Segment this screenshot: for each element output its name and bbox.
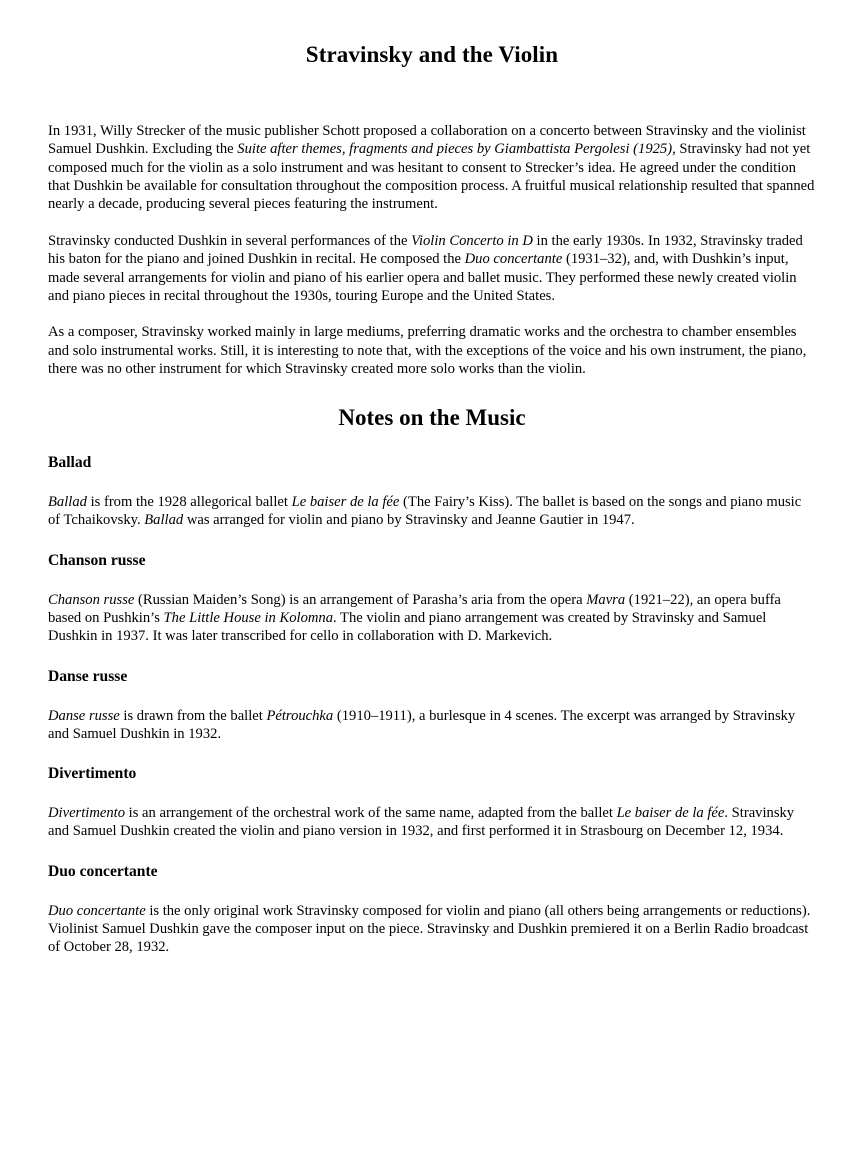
italic-title-run: The Little House in Kolomna [163, 610, 333, 626]
title-spacer [48, 70, 816, 122]
text-run: (The Fairy’s Kiss). The ballet is based on the songs and piano music of Tchaikovsky. [48, 494, 802, 529]
italic-title-run: Chanson russe [48, 591, 135, 608]
italic-title-run: Mavra [586, 591, 626, 608]
note-spacer [48, 646, 816, 668]
text-run: In 1931, Willy Strecker of the music publisher Schott proposed a collaboration on a concerto between Stravinsky and the violinist Samuel Dushkin. Excluding the [48, 122, 806, 158]
intro-paragraph-group [48, 122, 816, 379]
note-spacer [48, 432, 816, 454]
italic-title-run: Pétrouchka [266, 707, 334, 724]
document-content [48, 0, 816, 957]
note-heading-spacer [48, 571, 816, 591]
text-run: (1931–32), and, with Dushkin’s input, made several arrangements for violin and piano of his earlier opera and ballet music. They performed these newly created violin and piano pieces in recital throughout the 1930s, touring Europe and the United States. [48, 251, 797, 304]
note-heading: Duo concertante [48, 862, 158, 880]
italic-title-run: Divertimento [48, 805, 126, 822]
italic-title-run: Violin Concerto in D [411, 232, 533, 249]
italic-title-run: Le baiser de la fée [616, 805, 725, 822]
text-run: is the only original work Stravinsky composed for violin and piano (all others being arrangements or reductions). Violinist Samuel Dushkin gave the composer input on the piece. Stravinsky and Dushkin premiered it on a Berlin Radio broadcast of October 28, 1932. [48, 902, 811, 956]
text-run: . Stravinsky and Samuel Dushkin created the violin and piano version in 1932, and first performed it in Strasbourg on December 12, 1934. [48, 805, 795, 840]
note-heading: Ballad [48, 454, 92, 472]
italic-title-run: Le baiser de la fée [291, 494, 400, 511]
italic-title-run: Suite after themes, fragments and pieces by Giambattista Pergolesi (1925), [237, 141, 676, 158]
note-heading-spacer [48, 882, 816, 902]
intro-paragraph [48, 232, 816, 306]
text-run: Stravinsky had not yet composed much for the violin as a solo instrument and was hesitant to consent to Strecker’s idea. He agreed under the condition that Dushkin be available for consultation throughout the composition process. A fruitful musical relationship resulted that spanned nearly a decade, producing several pieces featuring the instrument. [48, 141, 815, 213]
note-spacer [48, 841, 816, 863]
note-spacer [48, 530, 816, 552]
intro-paragraph [48, 323, 816, 378]
note-paragraph [48, 591, 816, 646]
italic-title-run: Ballad [48, 494, 87, 511]
text-run: . The violin and piano arrangement was created by Stravinsky and Samuel Dushkin in 1937. It was later transcribed for cello in collaboration with D. Markevich. [48, 610, 767, 645]
italic-title-run: Ballad [144, 512, 184, 529]
note-spacer [48, 743, 816, 765]
paragraph-spacer [48, 214, 816, 232]
text-run: is from the 1928 allegorical ballet [86, 494, 292, 511]
notes-group [48, 432, 816, 956]
text-run: Stravinsky conducted Dushkin in several performances of the [48, 232, 412, 249]
text-run: (1910–1911), a burlesque in 4 scenes. The excerpt was arranged by Stravinsky and Samuel Dushkin in 1932. [48, 707, 796, 742]
italic-title-run: Duo concertante [48, 902, 146, 919]
italic-title-run: Danse russe [48, 707, 120, 724]
text-run: As a composer, Stravinsky worked mainly in large mediums, preferring dramatic works and the orchestra to chamber ensembles and solo instrumental works. Still, it is interesting to note that, with the exceptions of the voice and his own instrument, the piano, there was no other instrument for which Stravinsky created more solo works than the violin. [48, 324, 807, 378]
note-heading: Danse russe [48, 667, 128, 685]
note-heading-spacer [48, 784, 816, 804]
text-run: (Russian Maiden’s Song) is an arrangement of Parasha’s aria from the opera [134, 591, 587, 608]
note-heading: Divertimento [48, 765, 137, 783]
note-heading: Chanson russe [48, 551, 146, 569]
text-run: was arranged for violin and piano by Stravinsky and Jeanne Gautier in 1947. [183, 512, 635, 529]
note-paragraph [48, 902, 816, 957]
note-heading-spacer [48, 687, 816, 707]
note-heading-spacer [48, 473, 816, 493]
paragraph-spacer [48, 305, 816, 323]
text-run: (1921–22), an opera buffa based on Pushkin’s [48, 591, 781, 626]
note-paragraph [48, 804, 816, 841]
text-run: is drawn from the ballet [119, 707, 267, 724]
notes-section-title: Notes on the Music [338, 404, 526, 430]
italic-title-run: Duo concertante [464, 251, 563, 268]
note-paragraph [48, 707, 816, 744]
intro-paragraph [48, 122, 816, 214]
text-run: is an arrangement of the orchestral work of the same name, adapted from the ballet [125, 805, 617, 822]
page-title: Stravinsky and the Violin [305, 42, 559, 67]
note-paragraph [48, 493, 816, 530]
text-run: in the early 1930s. In 1932, Stravinsky traded his baton for the piano and joined Dushkin in recital. He composed the [48, 232, 803, 268]
